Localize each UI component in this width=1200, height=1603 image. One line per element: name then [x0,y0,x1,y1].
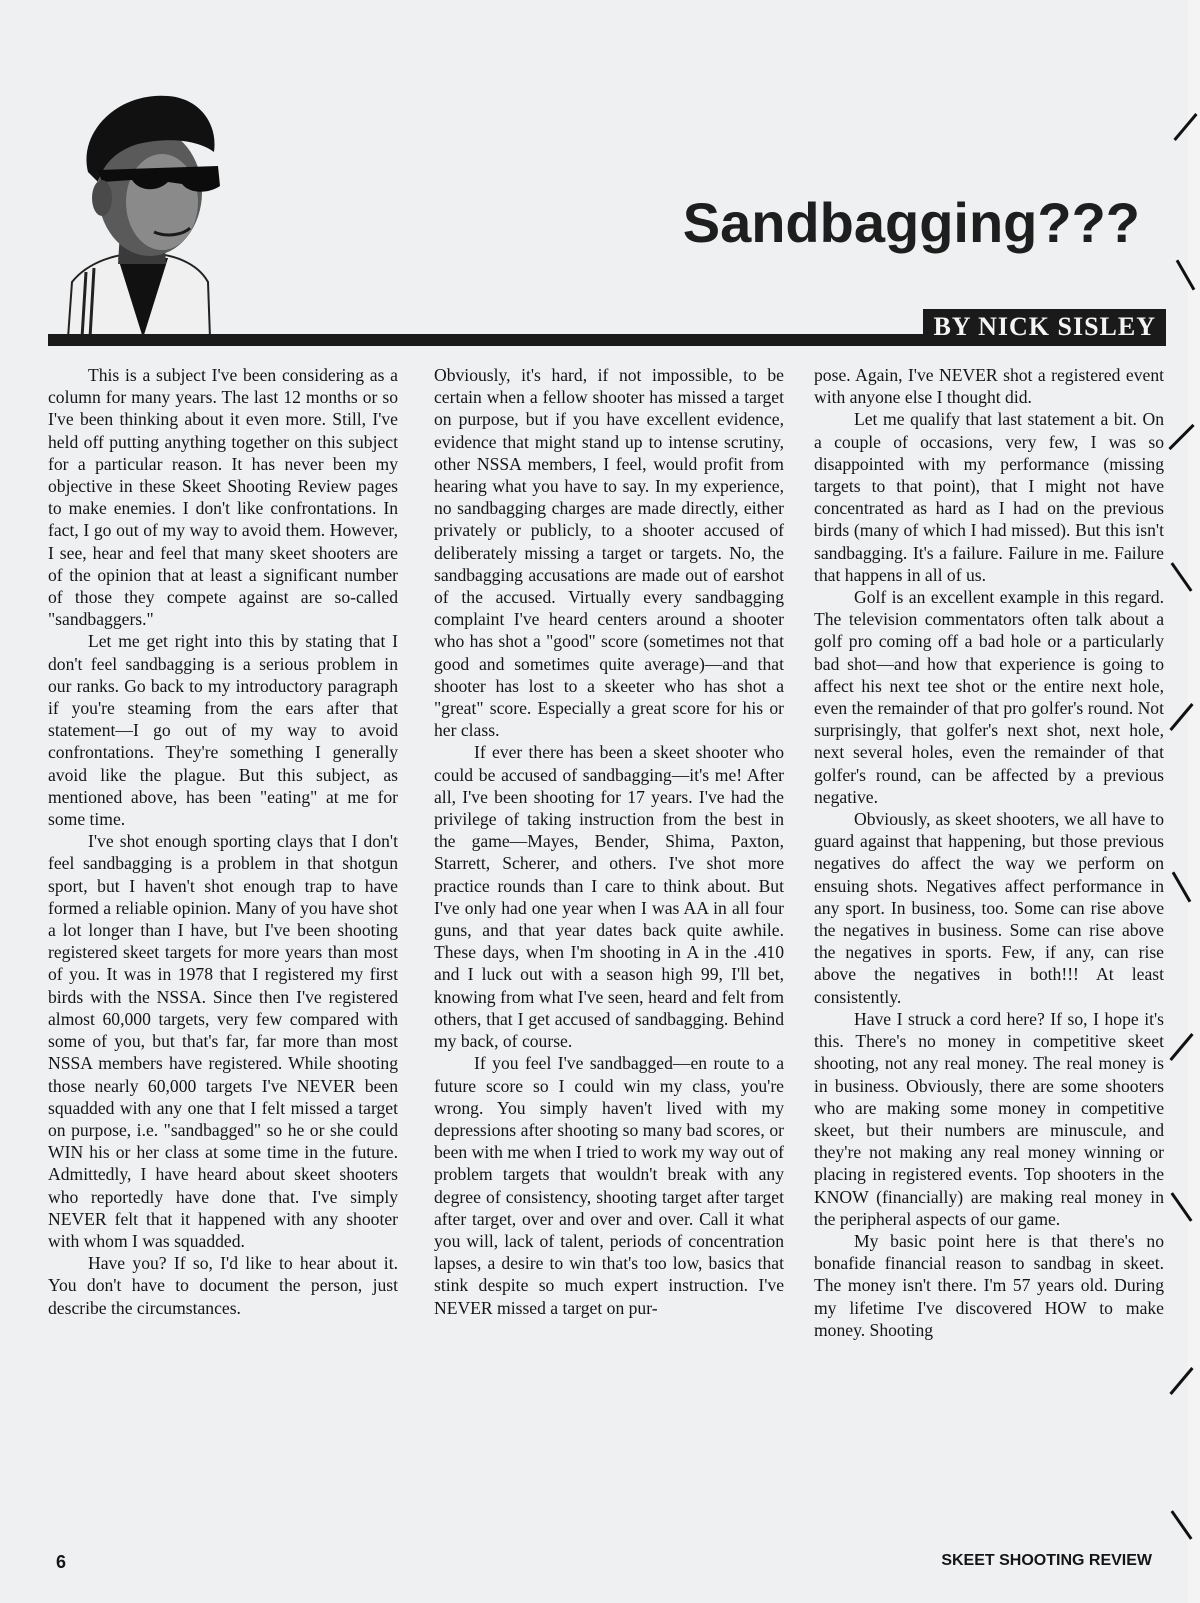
paragraph: Obviously, it's hard, if not impossible, to be certain when a fellow shooter has missed a target on purpose, but if you have excellent evidence, evidence that might stand up to intense scrutiny, other NSSA members, I feel, would profit from hearing what you have to say. In my experience, no sandbagging charges are made directly, either privately or publicly, to a shooter accused of deliberately missing a target or targets. No, the sandbagging accusations are made out of earshot of the accused. Virtually every sandbagging complaint I've heard centers around a shooter who has shot a "good" score (sometimes not that good and sometimes quite average)—and that shooter has lost to a skeeter who has shot a "great" score. Especially a great score for his or her class. [434,365,784,741]
paragraph: My basic point here is that there's no bonafide financial reason to sandbag in skeet. The money isn't there. I'm 57 years old. During my lifetime I've discovered HOW to make money. Shooting [814,1230,1164,1340]
paragraph: Have you? If so, I'd like to hear about it. You don't have to document the person, just describe the circumstances. [48,1253,398,1318]
page-edge [1188,0,1200,1603]
page-number: 6 [56,1552,67,1572]
paragraph: I've shot enough sporting clays that I don't feel sandbagging is a problem in that shotgun sport, but I haven't shot enough trap to have formed a reliable opinion. Many of you have shot a lot longer than I have, but I've been shooting registered skeet targets for more years than most of you. It was in 1978 that I registered my first birds with the NSSA. Since then I've registered almost 60,000 targets, very few compared with some of you, but that's far, far more than most NSSA members have registered. While shooting those nearly 60,000 targets I've NEVER been squadded with any one that I felt missed a target on purpose, i.e. "sandbagged" so he or she could WIN his or her class at some time in the future. Admittedly, I have heard about skeet shooters who reportedly have done that. I've simply NEVER felt that it happened with any shooter with whom I was squadded. [48,831,398,1251]
paragraph: If you feel I've sandbagged—en route to a future score so I could win my class, you're wrong. You simply haven't lived with my depressions after shooting so many bad scores, or been with me when I tried to work my way out of problem targets that wouldn't break with any degree of consistency, shooting target after target after target, over and over and over. Call it what you will, lack of talent, periods of concentration lapses, a desire to win that's too low, basics that stink despite so much expert instruction. I've NEVER missed a target on pur- [434,1053,784,1318]
article-title: Sandbagging??? [682,191,1140,254]
paragraph: Golf is an excellent example in this regard. The television commentators often talk about a golf pro coming off a bad hole or a particularly bad shot—and how that experience is going to affect his next tee shot or the entire next hole, even the remainder of that pro golfer's round. Not surprisingly, that golfer's next shot, next hole, next several holes, even the remainder of that golfer's round, can be affected by a previous negative. [814,587,1164,807]
paragraph: This is a subject I've been considering as a column for many years. The last 12 months or so I've been thinking about it even more. Still, I've held off putting anything together on this subject for a particular reason. It has never been my objective in these Skeet Shooting Review pages to make enemies. I don't like confrontations. In fact, I go out of my way to avoid them. However, I see, hear and feel that many skeet shooters are of the opinion that at least a significant number of those they compete against are so-called "sandbaggers." [48,365,398,630]
byline: BY NICK SISLEY [923,309,1166,345]
paragraph: If ever there has been a skeet shooter who could be accused of sandbagging—it's me! After all, I've been shooting for 17 years. I've had the privilege of taking instruction from the best in the game—Mayes, Bender, Shima, Paxton, Starrett, Scherer, and others. I've shot more practice rounds than I care to think about. But I've only had one year when I was AA in all four guns, and that year dates back quite awhile. These days, when I'm shooting in A in the .410 and I luck out with a season high 99, I'll bet, knowing from what I've seen, heard and felt from others, that I get accused of sandbagging. Behind my back, of course. [434,742,784,1052]
paragraph: Obviously, as skeet shooters, we all have to guard against that happening, but those previous negatives do affect the way we perform on ensuing shots. Negatives affect performance in any sport. In business, too. Some can rise above the negatives in business. Some can rise above the negatives in sports. Few, if any, can rise above the negatives in both!!! At least consistently. [814,809,1164,1007]
paragraph: Let me get right into this by stating that I don't feel sandbagging is a serious problem in our ranks. Go back to my introductory paragraph if you're steaming from the ears after that statement—I go out of my way to avoid confrontations. They're something I generally avoid like the plague. But this subject, as mentioned above, has been "eating" at me for some time. [48,631,398,830]
paragraph: Have I struck a cord here? If so, I hope it's this. There's no money in competitive skeet shooting, not any real money. The real money is in business. Obviously, there are some shooters who are making some money in competitive skeet, but their numbers are minuscule, and they're not making any real money winning or placing in registered events. Top shooters in the KNOW (financially) are making real money in the peripheral aspects of our game. [814,1008,1164,1229]
author-photo [58,82,228,338]
paragraph: pose. Again, I've NEVER shot a registered event with anyone else I thought did. [814,365,1164,408]
publication-name: SKEET SHOOTING REVIEW [941,1552,1152,1569]
column-2 [434,364,784,1319]
paragraph: Let me qualify that last statement a bit. On a couple of occasions, very few, I was so disappointed with my performance (missing targets to that point), that I might not have concentrated as hard as I had on the previous birds (many of which I had missed). But this isn't sandbagging. It's a failure. Failure in me. Failure that happens in all of us. [814,409,1164,585]
column-1 [48,364,398,1319]
column-3 [814,364,1164,1341]
